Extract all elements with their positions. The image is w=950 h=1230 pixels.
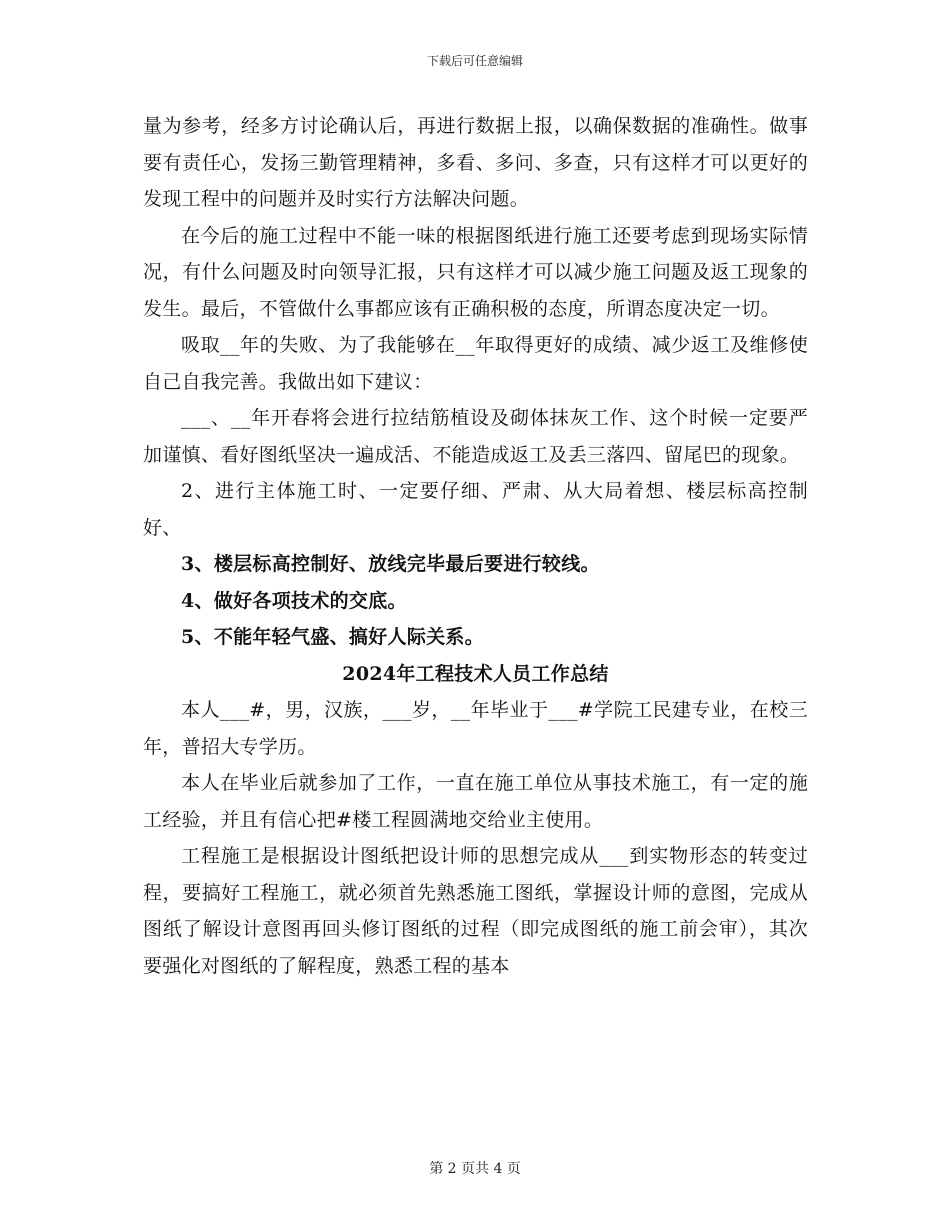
page-footer: 第 2 页共 4 页 bbox=[429, 1161, 521, 1177]
paragraph-work-experience: 本人在毕业后就参加了工作，一直在施工单位从事技术施工，有一定的施工经验，并且有信心把#楼工程圆满地交给业主使用。 bbox=[143, 772, 808, 831]
paragraph-lessons: 吸取__年的失败、为了我能够在__年取得更好的成绩、减少返工及维修使自己自我完善。我做出如下建议： bbox=[143, 334, 808, 393]
suggestion-item-1: ___、__年开春将会进行拉结筋植设及砌体抹灰工作、这个时候一定要严加谨慎、看好图纸坚决一遍成活、不能造成返工及丢三落四、留尾巴的现象。 bbox=[143, 407, 808, 466]
suggestion-item-2: 2、进行主体施工时、一定要仔细、严肃、从大局着想、楼层标高控制好、 bbox=[143, 480, 808, 539]
suggestion-item-5: 5、不能年轻气盛、搞好人际关系。 bbox=[181, 626, 485, 648]
document-body bbox=[143, 108, 808, 984]
paragraph-site-conditions: 在今后的施工过程中不能一味的根据图纸进行施工还要考虑到现场实际情况，有什么问题及时向领导汇报，只有这样才可以减少施工问题及返工现象的发生。最后，不管做什么事都应该有正确积极的态度，所谓态度决定一切。 bbox=[143, 224, 808, 320]
paragraph-continuation: 量为参考，经多方讨论确认后，再进行数据上报，以确保数据的准确性。做事要有责任心，发扬三勤管理精神，多看、多问、多查，只有这样才可以更好的发现工程中的问题并及时实行方法解决问题。 bbox=[143, 115, 808, 210]
suggestion-item-3: 3、楼层标高控制好、放线完毕最后要进行较线。 bbox=[181, 553, 600, 575]
page-header: 下载后可任意编辑 bbox=[426, 54, 523, 68]
paragraph-personal-info: 本人___#，男，汉族，___岁，__年毕业于___#学院工民建专业，在校三年，普招大专学历。 bbox=[143, 699, 808, 758]
section-title: 2024年工程技术人员工作总结 bbox=[342, 662, 609, 685]
suggestion-item-4: 4、做好各项技术的交底。 bbox=[181, 589, 407, 612]
paragraph-construction: 工程施工是根据设计图纸把设计师的思想完成从___到实物形态的转变过程，要搞好工程施工，就必须首先熟悉施工图纸，掌握设计师的意图，完成从图纸了解设计意图再回头修订图纸的过程（即完成图纸的施工前会审），其次要强化对图纸的了解程度，熟悉工程的基本 bbox=[143, 845, 808, 977]
